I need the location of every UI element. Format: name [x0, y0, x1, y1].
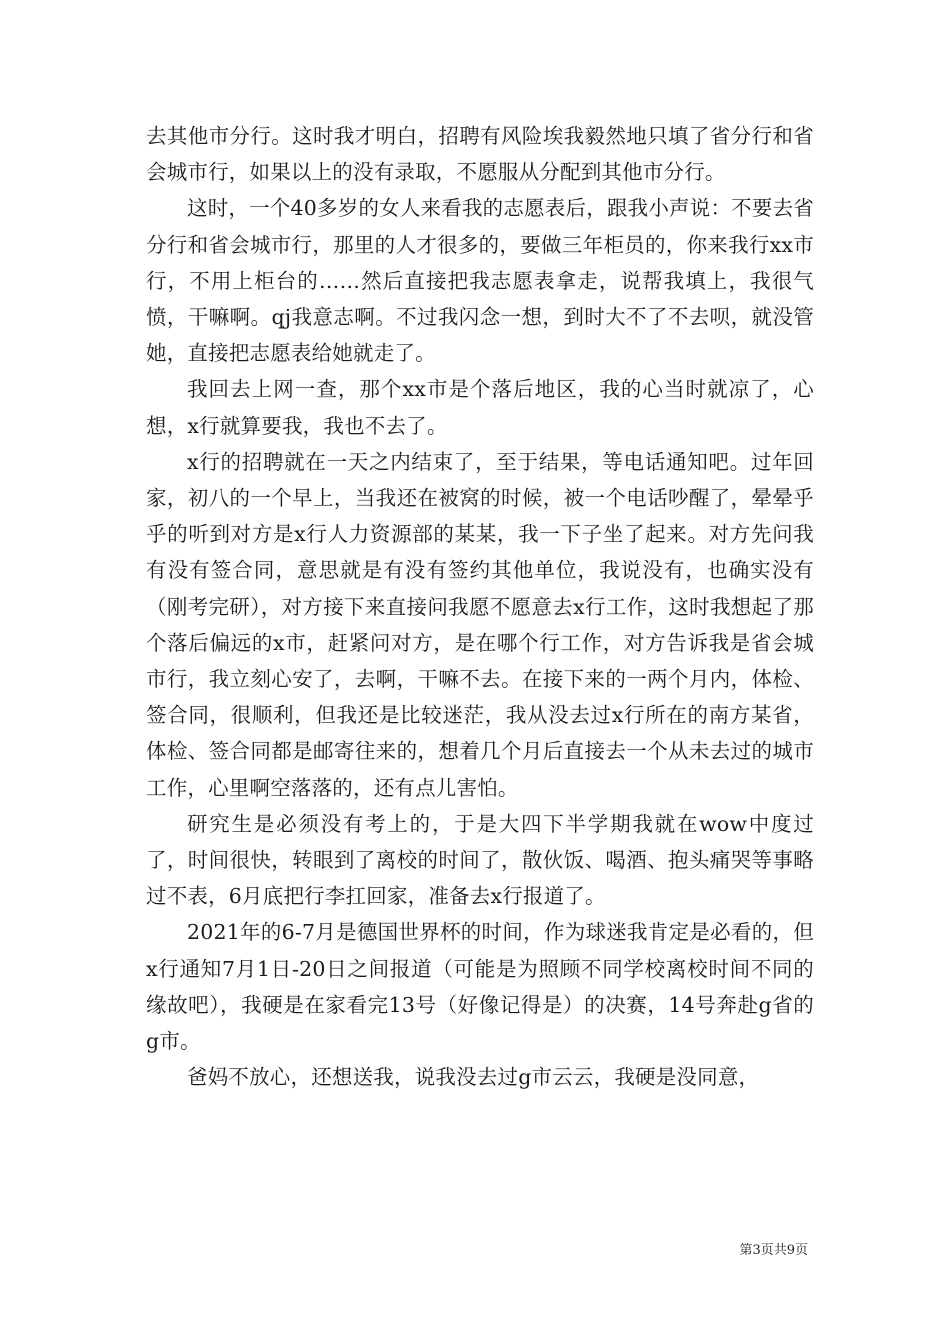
paragraph-5: 研究生是必须没有考上的，于是大四下半学期我就在wow中度过了，时间很快，转眼到了离校的时间了，散伙饭、喝酒、抱头痛哭等事略过不表，6月底把行李扛回家，准备去x行报道了。	[146, 811, 814, 909]
page-number-footer: 第3页共9页	[739, 1243, 808, 1258]
paragraph-1: 去其他市分行。这时我才明白，招聘有风险埃我毅然地只填了省分行和省会城市行，如果以上的没有录取，不愿服从分配到其他市分行。	[146, 124, 814, 185]
document-body	[146, 118, 814, 1095]
paragraph-3: 我回去上网一查，那个xx市是个落后地区，我的心当时就凉了，心想，x行就算要我，我也不去了。	[146, 377, 814, 438]
paragraph-4: x行的招聘就在一天之内结束了，至于结果，等电话通知吧。过年回家，初八的一个早上，当我还在被窝的时候，被一个电话吵醒了，晕晕乎乎的听到对方是x行人力资源部的某某，我一下子坐了起来。对方先问我有没有签合同，意思就是有没有签约其他单位，我说没有，也确实没有（刚考完研），对方接下来直接问我愿不愿意去x行工作，这时我想起了那个落后偏远的x市，赶紧问对方，是在哪个行工作，对方告诉我是省会城市行，我立刻心安了，去啊，干嘛不去。在接下来的一两个月内，体检、签合同，很顺利，但我还是比较迷茫，我从没去过x行所在的南方某省，体检、签合同都是邮寄往来的，想着几个月后直接去一个从未去过的城市工作，心里啊空落落的，还有点儿害怕。	[146, 449, 814, 800]
paragraph-6: 2021年的6-7月是德国世界杯的时间，作为球迷我肯定是必看的，但x行通知7月1日-20日之间报道（可能是为照顾不同学校离校时间不同的缘故吧），我硬是在家看完13号（好像记得是）的决赛，14号奔赴g省的g市。	[146, 920, 814, 1054]
paragraph-7: 爸妈不放心，还想送我，说我没去过g市云云，我硬是没同意，	[187, 1065, 760, 1090]
paragraph-2: 这时，一个40多岁的女人来看我的志愿表后，跟我小声说：不要去省分行和省会城市行，那里的人才很多的，要做三年柜员的，你来我行xx市行，不用上柜台的……然后直接把我志愿表拿走，说帮我填上，我很气愤，干嘛啊。qj我意志啊。不过我闪念一想，到时大不了不去呗，就没管她，直接把志愿表给她就走了。	[146, 196, 814, 366]
